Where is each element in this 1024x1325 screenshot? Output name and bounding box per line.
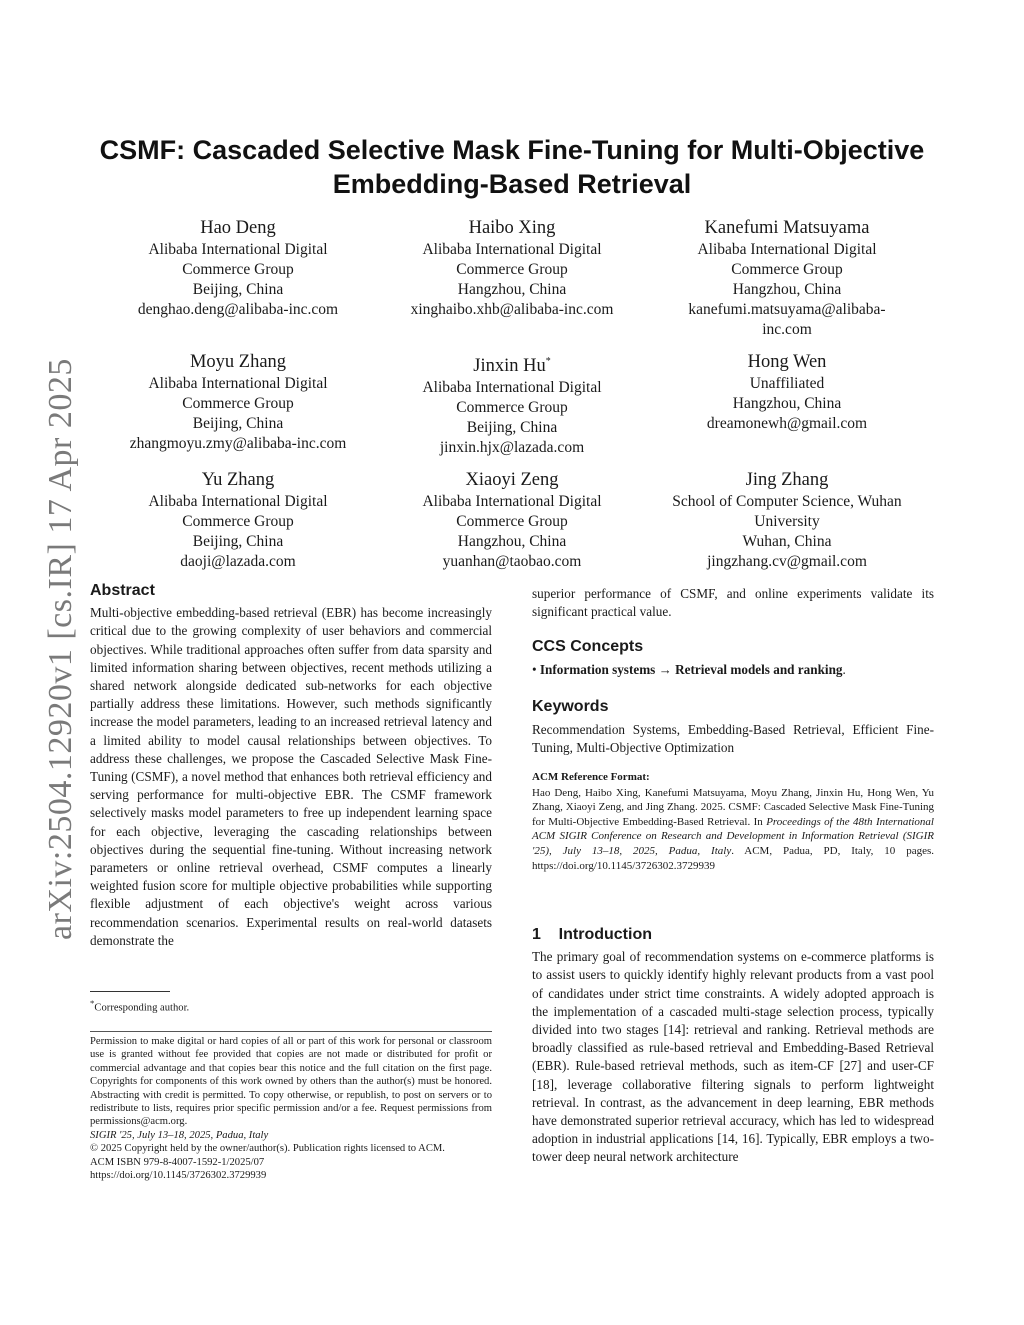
intro-text: The primary goal of recommendation systems on e-commerce platforms is to assist users to quickly identify highly relevant products from a vast pool of candidates under strict time constraints. A widely adopted approach is the implementation of a cascaded multi-stage selection process, typically divided into two stages [14]: retrieval and ranking. Retrieval methods are broadly classified as rule-based retrieval and Embedding-Based Retrieval (EBR). Rule-based retrieval methods, such as item-CF [27] and user-CF [18], leverage collaborative filtering signals to perform lightweight retrieval. In contrast, as the advancement in deep learning, EBR methods have demonstrated superior retrieval accuracy, which has led to widespread adoption in industrial applications [14, 16]. Typically, EBR employs a two-tower deep neural network architecture [532,949,934,1165]
author-block [367,468,657,572]
author-block [642,468,932,572]
author-affiliation: University [754,513,820,530]
author-email[interactable]: dreamonewh@gmail.com [706,415,868,432]
author-block [93,216,383,320]
acm-ref-venue: Proceedings of the 48th International ACM SIGIR Conference on Research and Development in Information Retrieval (SIGIR '25), July 13–18, 2025, Padua, Italy [532,815,934,857]
acm-reference [532,770,934,873]
ccs-bullet: • [532,662,537,678]
author-affiliation: Commerce Group [731,261,843,278]
author-affiliation: Commerce Group [182,395,294,412]
keywords-text: Recommendation Systems, Embedding-Based Retrieval, Efficient Fine-Tuning, Multi-Objective Optimization [532,722,934,756]
isbn-line: ACM ISBN 979-8-4007-1592-1/2025/07 [90,1156,265,1168]
ccs-heading: CCS Concepts [532,638,644,655]
author-location: Hangzhou, China [732,281,842,298]
ccs-end: . [842,662,846,678]
author-email[interactable]: denghao.deng@alibaba-inc.com [137,301,339,318]
ccs-concepts [532,661,934,679]
acm-ref-tail[interactable]: . ACM, Padua, PD, Italy, 10 pages. https://doi.org/10.1145/3726302.3729939 [532,844,935,872]
author-affiliation: Commerce Group [182,513,294,530]
author-name: Haibo Xing [468,218,556,238]
author-email[interactable]: daoji@lazada.com [180,553,296,570]
author-location: Beijing, China [466,419,558,437]
abstract-heading: Abstract [90,582,155,599]
author-email[interactable]: yuanhan@taobao.com [442,553,582,570]
title-line-1: CSMF: Cascaded Selective Mask Fine-Tuning for Multi-Objective [99,135,925,165]
footnote [90,997,492,1015]
permission-block [90,1035,492,1182]
intro-heading: 1 Introduction [532,926,652,943]
abstract-continued [532,585,934,621]
author-name: Yu Zhang [201,470,275,490]
author-affiliation: Alibaba International Digital [697,241,877,258]
author-location: Hangzhou, China [732,395,842,412]
abstract-cont-text: superior performance of CSMF, and online experiments validate its significant practical value. [532,586,934,620]
abstract-section [90,582,492,950]
title-line-2: Embedding-Based Retrieval [332,169,692,199]
author-block [642,350,932,434]
author-affiliation: Alibaba International Digital [148,493,328,510]
author-email[interactable]: kanefumi.matsuyama@alibaba- [688,301,886,318]
author-block [642,216,932,340]
author-email[interactable]: jinxin.hjx@lazada.com [439,439,585,457]
author-location: Wuhan, China [742,533,832,550]
author-name: Hao Deng [200,218,276,238]
author-block [367,216,657,320]
author-affiliation: Alibaba International Digital [148,375,328,392]
author-name: Xiaoyi Zeng [465,470,559,490]
paper-title [70,133,954,201]
author-name: Hong Wen [747,352,827,372]
acm-ref-text: Hao Deng, Haibo Xing, Kanefumi Matsuyama, Moyu Zhang, Jinxin Hu, Hong Wen, Yu Zhang, Xiaoyi Zeng, and Jing Zhang. 2025. CSMF: Cascaded Selective Mask Fine-Tuning for Multi-Objective Embedding-Based Retrieval. In Proceedings of the 48th International ACM SIGIR Conference on Research and Development in Information Retrieval (SIGIR '25), July 13–18, 2025, Padua, Italy. ACM, Padua, PD, Italy, 10 pages. https://doi.org/10.1145/3726302.3729939 [532,786,935,872]
author-affiliation: Alibaba International Digital [422,493,602,510]
ccs-section [532,638,934,679]
author-location: Beijing, China [192,281,284,298]
abstract-text: Multi-objective embedding-based retrieval (EBR) has become increasingly critical due to the growing complexity of user behaviors and commercial objectives. While traditional approaches often suffer from data sparsity and limited information sharing between objectives, recent methods utilizing a shared network alongside dedicated sub-networks for each objective partially address these limitations. However, such methods significantly increase the model parameters, leading to an increased retrieval latency and a limited ability to model causal relationships between objectives. To address these challenges, we propose the Cascaded Selective Mask Fine-Tuning (CSMF), a novel method that enhances both retrieval efficiency and serving performance for multi-objective EBR. The CSMF framework selectively masks model parameters to free up independent learning space for each objective, leveraging the cascading relationships between objectives during the sequential fine-tuning. Without increasing network parameters or online retrieval overhead, CSMF computes a linearly weighted fusion score for multiple objective probabilities while supporting flexible adjustment of each objective's weight across various recommendation scenarios. Experimental results on real-world datasets demonstrate the [90,605,492,948]
author-email-cont[interactable]: inc.com [762,321,812,338]
author-affiliation: Alibaba International Digital [422,241,602,258]
author-name: Kanefumi Matsuyama [704,218,870,238]
author-location: Hangzhou, China [457,281,567,298]
author-email[interactable]: xinghaibo.xhb@alibaba-inc.com [410,301,614,318]
author-email[interactable]: jingzhang.cv@gmail.com [707,553,867,570]
author-location: Hangzhou, China [457,533,567,550]
author-affiliation: School of Computer Science, Wuhan [672,493,902,510]
author-affiliation: Commerce Group [182,261,294,278]
permission-text: Permission to make digital or hard copies of all or part of this work for personal or classroom use is granted without fee provided that copies are not made or distributed for profit or commercial advantage and that copies bear this notice and the full citation on the first page. Copyrights for components of this work owned by others than the author(s) must be honored. Abstracting with credit is permitted. To copy otherwise, or republish, to post on servers or to redistribute to lists, requires prior specific permission and/or a fee. Request permissions from permissions@acm.org. [90,1036,492,1128]
author-block [367,350,657,458]
keywords-section [532,698,934,758]
author-location: Beijing, China [192,533,284,550]
copyright-line: © 2025 Copyright held by the owner/author(s). Publication rights licensed to ACM. [90,1143,445,1155]
acm-ref-heading: ACM Reference Format: [532,771,650,783]
author-affiliation: Alibaba International Digital [148,241,328,258]
author-email[interactable]: zhangmoyu.zmy@alibaba-inc.com [129,435,347,452]
author-affiliation: Alibaba International Digital [422,379,602,397]
author-name: Jing Zhang [745,470,829,490]
author-affiliation: Commerce Group [456,399,568,417]
doi-line[interactable]: https://doi.org/10.1145/3726302.3729939 [90,1170,267,1182]
corresponding-mark: * [545,356,551,367]
author-affiliation: Unaffiliated [749,375,825,392]
footnote-text: Corresponding author. [94,1002,190,1014]
author-name: Jinxin Hu* [473,356,551,377]
author-block [93,468,383,572]
author-name: Moyu Zhang [189,352,287,372]
author-affiliation: Commerce Group [456,513,568,530]
footnote-rule [90,991,170,992]
arxiv-id[interactable]: arXiv:2504.12920v1 [cs.IR] 17 Apr 2025 [42,358,79,940]
author-affiliation: Commerce Group [456,261,568,278]
introduction-section [532,926,934,1167]
permission-rule [90,1031,492,1032]
conference-line: SIGIR '25, July 13–18, 2025, Padua, Italy [90,1129,269,1141]
keywords-heading: Keywords [532,698,609,715]
author-block [93,350,383,454]
footnote-mark: * [90,998,95,1008]
ccs-item: Information systems → Retrieval models and ranking [539,662,843,678]
author-location: Beijing, China [192,415,284,432]
